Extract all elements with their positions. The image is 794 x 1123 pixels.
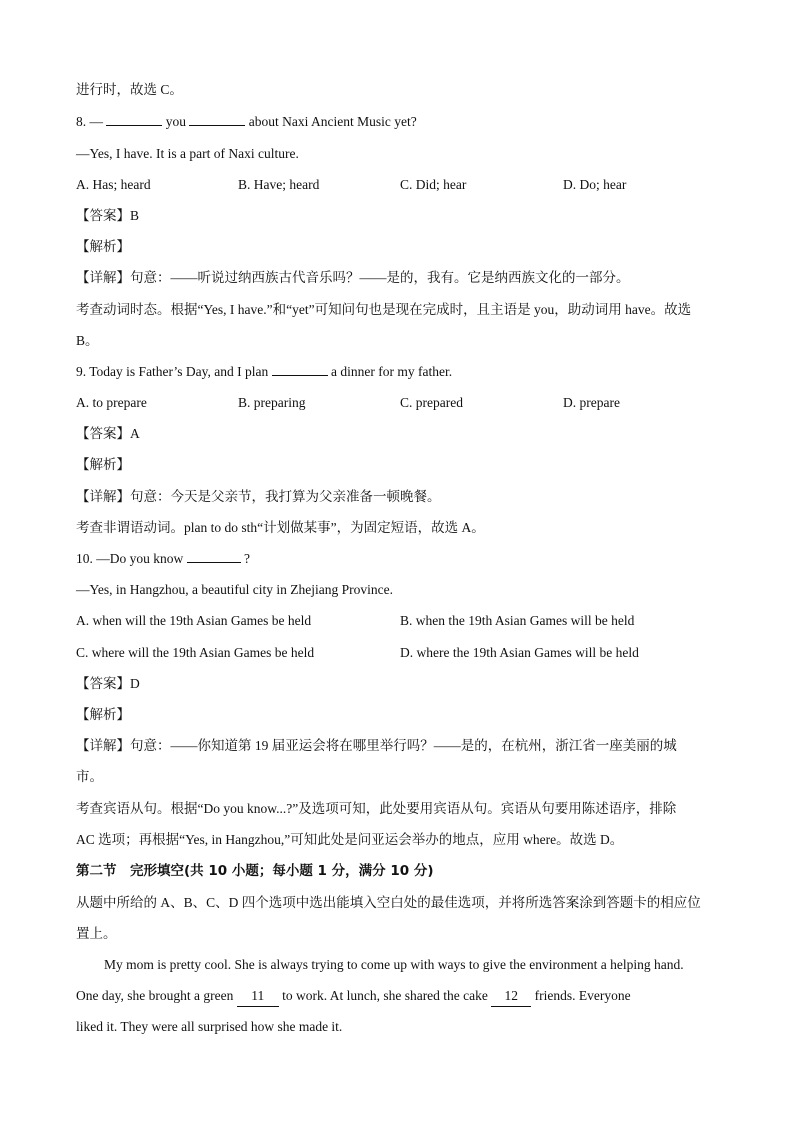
q10-explain-2: AC 选项；再根据“Yes, in Hangzhou,”可知此处是问亚运会举办的地点，应用 where。故选 D。 (76, 832, 624, 847)
q9-explain: 考查非谓语动词。plan to do sth“计划做某事”，为固定短语，故选 A。 (76, 520, 485, 535)
q9-option-b[interactable]: B. preparing (238, 395, 306, 410)
q10-option-b[interactable]: B. when the 19th Asian Games will be held (400, 613, 635, 628)
q8-stem (76, 112, 417, 132)
q8-option-a[interactable]: A. Has; heard (76, 177, 151, 192)
cloze-blank-12[interactable]: 12 (491, 986, 531, 1007)
q10-option-c[interactable]: C. where will the 19th Asian Games be held (76, 645, 315, 660)
q8-option-d[interactable]: D. Do; hear (563, 177, 627, 192)
q9-detail: 【详解】句意：今天是父亲节，我打算为父亲准备一顿晚餐。 (76, 489, 441, 504)
q10-option-d[interactable]: D. where the 19th Asian Games will be held (400, 645, 639, 660)
q9-option-a[interactable]: A. to prepare (76, 395, 147, 410)
q9-option-d[interactable]: D. prepare (563, 395, 620, 410)
q8-label: 8. — (76, 114, 103, 129)
cloze-blank-11[interactable]: 11 (237, 986, 279, 1007)
q8-reply: —Yes, I have. It is a part of Naxi culture. (76, 146, 299, 161)
q9-stem (76, 362, 452, 382)
q8-option-b[interactable]: B. Have; heard (238, 177, 320, 192)
q10-option-a[interactable]: A. when will the 19th Asian Games be held (76, 613, 312, 628)
q8-answer: 【答案】B (76, 208, 140, 223)
q8-blank-2[interactable] (189, 113, 245, 126)
q10-analysis: 【解析】 (76, 707, 130, 722)
passage-line-1: My mom is pretty cool. She is always trying to come up with ways to give the environment a helping hand. (104, 957, 684, 972)
passage-text-a: One day, she brought a green (76, 988, 234, 1003)
q8-analysis: 【解析】 (76, 239, 130, 254)
q8-explain-2: B。 (76, 333, 99, 348)
passage-line-2 (76, 986, 631, 1007)
q10-blank[interactable] (187, 550, 241, 563)
q8-tail: about Naxi Ancient Music yet? (248, 114, 417, 129)
q10-tail: ? (244, 551, 250, 566)
q9-option-c[interactable]: C. prepared (400, 395, 463, 410)
q10-reply: —Yes, in Hangzhou, a beautiful city in Zhejiang Province. (76, 582, 393, 597)
q10-detail-2: 市。 (76, 769, 103, 784)
q9-answer: 【答案】A (76, 426, 140, 441)
passage-text-b: to work. At lunch, she shared the cake (282, 988, 488, 1003)
q8-option-c[interactable]: C. Did; hear (400, 177, 467, 192)
section-2-instruction-2: 置上。 (76, 926, 117, 941)
q10-detail-1: 【详解】句意：——你知道第 19 届亚运会将在哪里举行吗？——是的，在杭州，浙江省一座美丽的城 (76, 738, 677, 753)
q10-answer: 【答案】D (76, 676, 140, 691)
q8-detail: 【详解】句意：——听说过纳西族古代音乐吗？——是的，我有。它是纳西族文化的一部分。 (76, 270, 630, 285)
q8-explain-1: 考查动词时态。根据“Yes, I have.”和“yet”可知问句也是现在完成时，且主语是 you，助动词用 have。故选 (76, 302, 692, 317)
q9-analysis: 【解析】 (76, 457, 130, 472)
q9-tail: a dinner for my father. (331, 364, 453, 379)
section-2-title: 第二节 完形填空(共 10 小题；每小题 1 分，满分 10 分) (76, 863, 434, 879)
q10-label: 10. —Do you know (76, 551, 184, 566)
q9-blank[interactable] (272, 363, 328, 376)
q8-mid: you (165, 114, 186, 129)
q10-stem (76, 549, 250, 569)
section-2-instruction-1: 从题中所给的 A、B、C、D 四个选项中选出能填入空白处的最佳选项，并将所选答案涂到答题卡的相应位 (76, 895, 701, 910)
passage-text-c: friends. Everyone (534, 988, 631, 1003)
q9-label: 9. Today is Father’s Day, and I plan (76, 364, 269, 379)
intro-text: 进行时，故选 C。 (76, 82, 183, 97)
q10-explain-1: 考查宾语从句。根据“Do you know...?”及选项可知，此处要用宾语从句。宾语从句要用陈述语序，排除 (76, 801, 677, 816)
passage-line-3: liked it. They were all surprised how she made it. (76, 1019, 343, 1034)
q8-blank-1[interactable] (106, 113, 162, 126)
